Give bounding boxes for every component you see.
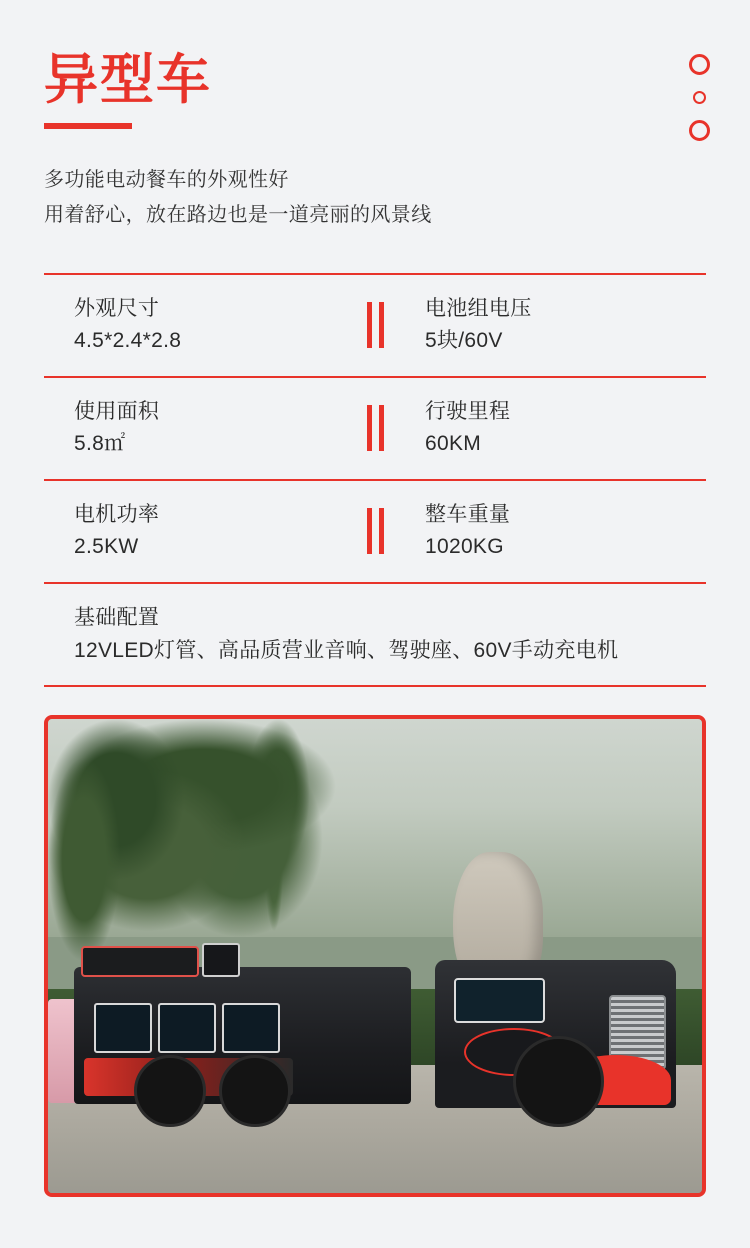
- spec-cell-right: [395, 499, 706, 564]
- spec-cell-left: [44, 499, 355, 564]
- intro-line-1: 多功能电动餐车的外观性好: [44, 168, 289, 191]
- table-row-full: [44, 584, 706, 687]
- table-row: [44, 378, 706, 481]
- product-photo: [48, 719, 702, 1193]
- spec-label: 外观尺寸: [74, 296, 160, 320]
- intro-text: [44, 163, 706, 233]
- spec-label: 电机功率: [74, 502, 160, 526]
- table-row: [44, 481, 706, 584]
- spec-value: 12VLED灯管、高品质营业音响、驾驶座、60V手动充电机: [74, 638, 619, 662]
- product-photo-frame: [44, 715, 706, 1197]
- spec-value: 2.5KW: [74, 535, 139, 559]
- spec-table: [44, 273, 706, 687]
- truck-window: [158, 1003, 216, 1053]
- spec-label: 使用面积: [74, 399, 160, 423]
- row-divider-icon: [355, 405, 395, 451]
- truck-window: [222, 1003, 280, 1053]
- truck-cab-window: [454, 978, 545, 1023]
- spec-cell-right: [395, 396, 706, 461]
- truck-roof-sign: [81, 946, 200, 977]
- spec-cell-left: [44, 293, 355, 358]
- spec-value: 60KM: [425, 432, 482, 456]
- circle-outline-icon: [689, 120, 710, 141]
- spec-cell-right: [395, 293, 706, 358]
- spec-cell-full: [44, 602, 706, 667]
- spec-label: 电池组电压: [425, 296, 532, 320]
- circle-outline-icon: [689, 54, 710, 75]
- title-underline: [44, 123, 132, 129]
- page-header: [0, 0, 750, 129]
- truck-roof-sign-secondary: [202, 943, 240, 977]
- photo-food-truck: [74, 937, 676, 1127]
- spec-value: 5.8㎡: [74, 432, 126, 456]
- spec-cell-left: [44, 396, 355, 461]
- circle-outline-small-icon: [693, 91, 706, 104]
- truck-wheel: [513, 1036, 603, 1126]
- spec-label: 行驶里程: [425, 399, 511, 423]
- spec-value: 4.5*2.4*2.8: [74, 329, 182, 353]
- truck-wheel: [134, 1055, 206, 1127]
- page-title: 异型车: [44, 50, 212, 110]
- truck-wheel: [219, 1055, 291, 1127]
- table-row: [44, 275, 706, 378]
- spec-label: 基础配置: [74, 605, 160, 629]
- spec-value: 1020KG: [425, 535, 504, 559]
- decorative-dots: [689, 54, 710, 141]
- spec-value: 5块/60V: [425, 329, 503, 353]
- row-divider-icon: [355, 302, 395, 348]
- truck-window: [94, 1003, 152, 1053]
- row-divider-icon: [355, 508, 395, 554]
- intro-line-2: 用着舒心，放在路边也是一道亮丽的风景线: [44, 203, 432, 226]
- spec-label: 整车重量: [425, 502, 511, 526]
